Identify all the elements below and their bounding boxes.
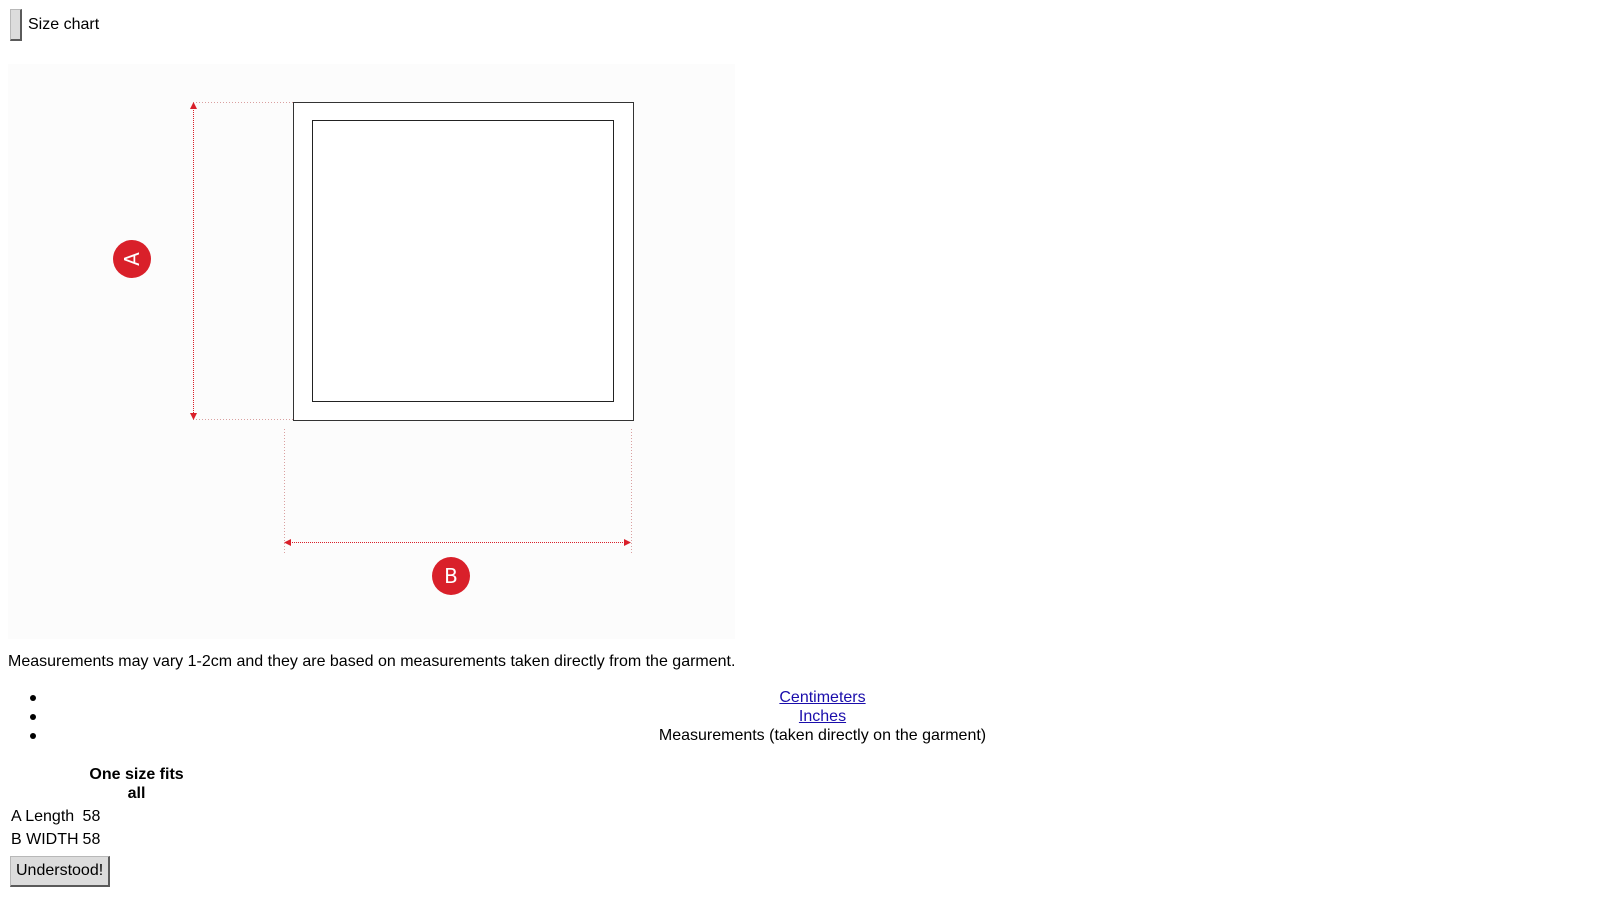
understood-button[interactable]: Understood! — [10, 856, 110, 887]
garment-inner-outline — [313, 121, 614, 402]
inches-link[interactable]: Inches — [798, 708, 847, 725]
size-table-header-row — [10, 764, 192, 804]
unit-item-centimeters — [0, 688, 866, 707]
unit-item-inches — [0, 707, 847, 726]
measurements-label: Measurements (taken directly on the garment) — [658, 727, 987, 744]
size-table — [8, 762, 194, 852]
bullet-icon — [30, 695, 36, 701]
label-a-badge — [113, 240, 151, 278]
unit-selector-list — [0, 688, 987, 745]
bullet-icon — [30, 714, 36, 720]
measurement-note: Measurements may vary 1-2cm and they are based on measurements taken directly from the garment. — [8, 653, 736, 670]
row-value-a-length: 58 — [82, 808, 101, 825]
size-table-header-empty — [10, 764, 80, 804]
size-table-header-one-size: One size fits all — [89, 766, 184, 802]
label-b-text: B — [444, 564, 458, 588]
label-b-badge — [432, 557, 470, 595]
table-row — [10, 806, 192, 827]
size-chart-header — [10, 8, 99, 42]
row-label-a-length: A Length — [11, 808, 75, 825]
row-value-b-width: 58 — [82, 831, 101, 848]
measurement-diagram-svg — [8, 64, 735, 639]
unit-item-measurements — [0, 726, 987, 745]
close-button[interactable] — [10, 9, 22, 41]
size-chart-title: Size chart — [28, 16, 100, 33]
label-a-text: A — [120, 252, 144, 266]
table-row — [10, 829, 192, 850]
measurement-diagram — [8, 64, 735, 639]
row-label-b-width: B WIDTH — [11, 831, 79, 848]
centimeters-link[interactable]: Centimeters — [779, 689, 866, 706]
bullet-icon — [30, 733, 36, 739]
